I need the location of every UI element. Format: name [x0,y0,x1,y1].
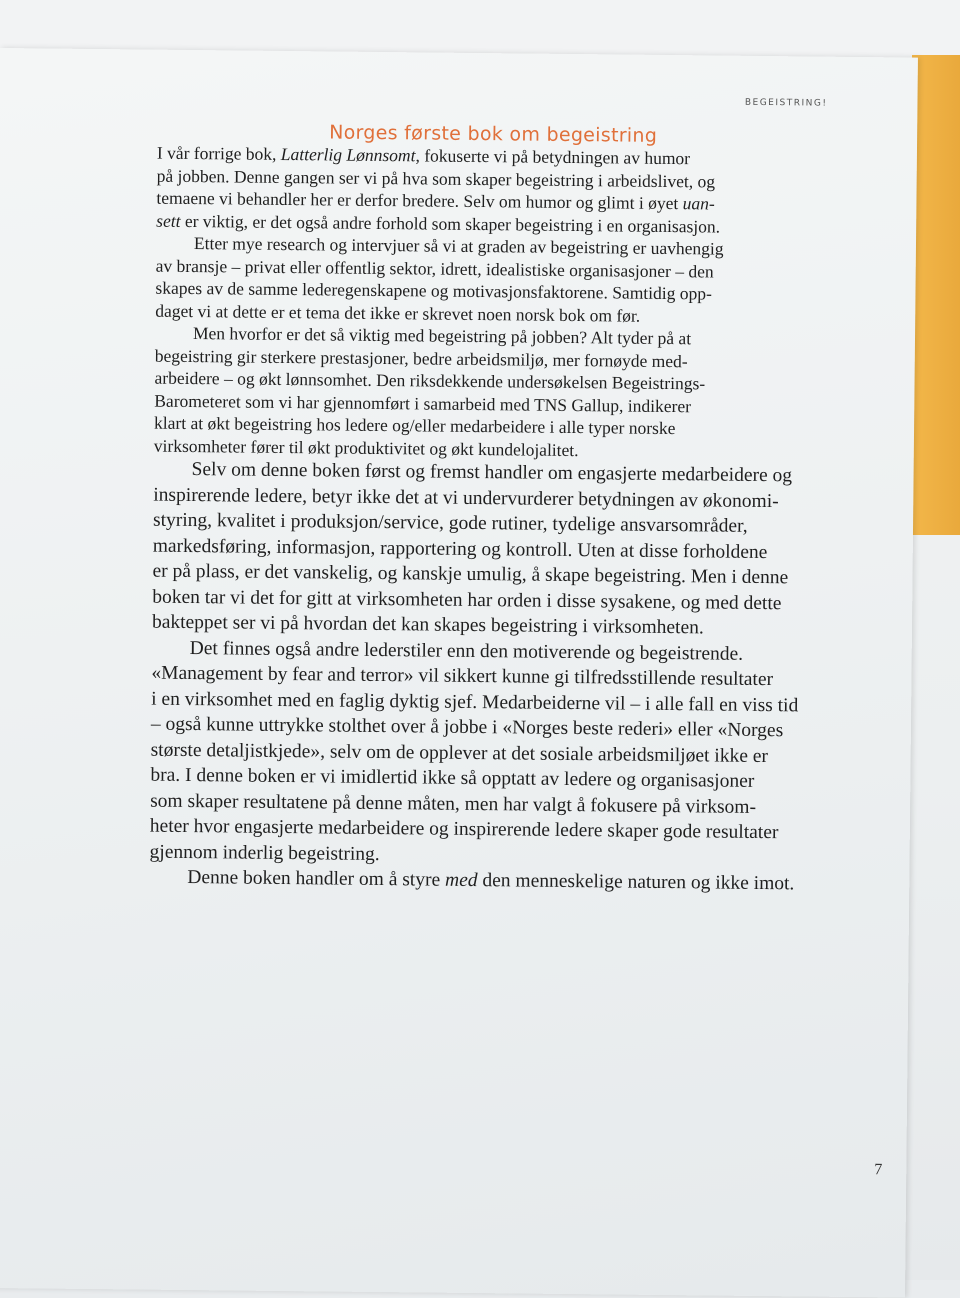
paragraph [156,142,857,239]
text-line: bakteppet ser vi på hvordan det kan skapes begeistring i virksomheten. [151,611,704,639]
text-line: gjennom inderlig begeistring. [149,841,380,865]
text-line: sett er viktig, er det også andre forhold som skaper begeistring i en organisasjon. [156,210,721,237]
text-line: skapes av de samme lederegenskapene og motivasjonsfaktorene. Samtidig opp- [155,277,713,304]
text-line: styring, kvalitet i produksjon/service, gode rutiner, tydelige ansvarsområder, [152,509,748,537]
text-line: Men hvorfor er det så viktig med begeistring på jobben? Alt tyder på at [192,323,692,349]
text-line: arbeidere – og økt lønnsomhet. Den riksdekkende undersøkelsen Begeistrings- [154,367,706,394]
paragraph [149,635,851,872]
text-line: av bransje – privat eller offentlig sektor, idrett, idealistiske organisasjoner – den [155,255,714,281]
text-line: inspirerende ledere, betyr ikke det at vi undervurderer betydningen av økonomi- [153,484,779,512]
text-line: på jobben. Denne gangen ser vi på hva som skaper begeistring i arbeidslivet, og [156,165,716,191]
paragraph [152,457,854,643]
text-line: daget vi at dette er et tema det ikke er skrevet noen norsk bok om før. [155,300,641,326]
running-head: BEGEISTRING! [744,97,828,109]
text-line: klart at økt begeistring hos ledere og/eller medarbeidere i alle typer norske [153,412,676,439]
text-line: markedsføring, informasjon, rapportering og kontroll. Uten at disse forholdene [152,535,768,563]
text-line: er på plass, er det vanskelig, og kanskje umulig, å skape begeistring. Men i denne [152,560,789,589]
paragraph [155,232,856,329]
text-line: Selv om denne boken først og fremst handler om engasjerte medarbeidere og [191,459,793,487]
text-line: i en virksomhet med en faglig dyktig sjef. Medarbeiderne vil – i alle fall en viss tid [151,688,799,716]
text-line: temaene vi behandler her er derfor bredere. Selv om humor og glimt i øyet uan- [156,187,715,214]
chapter-title: Norges første bok om begeistring [329,121,658,147]
text-line: heter hvor engasjerte medarbeidere og inspirerende ledere skaper gode resultater [149,815,779,844]
paragraph [154,322,855,464]
text-line: Denne boken handler om å styre med den menneskelige naturen og ikke imot. [187,867,795,895]
text-line: største detaljistkjede», selv om de opplever at det sosiale arbeidsmiljøet ikke er [150,739,769,767]
body-text [149,142,857,898]
text-line: Etter mye research og intervjuer så vi at graden av begeistring er uavhengig [193,233,724,259]
yellow-book-edge [912,55,960,535]
text-line: virksomheter fører til økt produktivitet og økt kundelojalitet. [153,435,579,460]
text-line: som skaper resultatene på denne måten, men har valgt å fokusere på virksom- [150,790,757,818]
text-line: Det finnes også andre lederstiler enn den motiverende og begeistrende. [189,637,744,665]
text-line: bra. I denne boken er vi imidlertid ikke så opptatt av ledere og organisasjoner [150,764,755,792]
page-number: 7 [874,1161,883,1179]
text-line: boken tar vi det for gitt at virksomheten har orden i disse sysakene, og med dette [152,586,782,614]
text-line: begeistring gir sterkere prestasjoner, bedre arbeidsmiljø, mer fornøyde med- [154,345,688,371]
text-line: I vår forrige bok, Latterlig Lønnsomt, fokuserte vi på betydningen av humor [156,142,691,169]
text-line: Barometeret som vi har gjennomført i samarbeid med TNS Gallup, indikerer [154,390,692,416]
book-page [0,48,918,1298]
text-line: – også kunne uttrykke stolthet over å jobbe i «Norges beste rederi» eller «Norges [150,713,784,742]
text-line: «Management by fear and terror» vil sikkert kunne gi tilfredsstillende resultater [151,662,774,691]
